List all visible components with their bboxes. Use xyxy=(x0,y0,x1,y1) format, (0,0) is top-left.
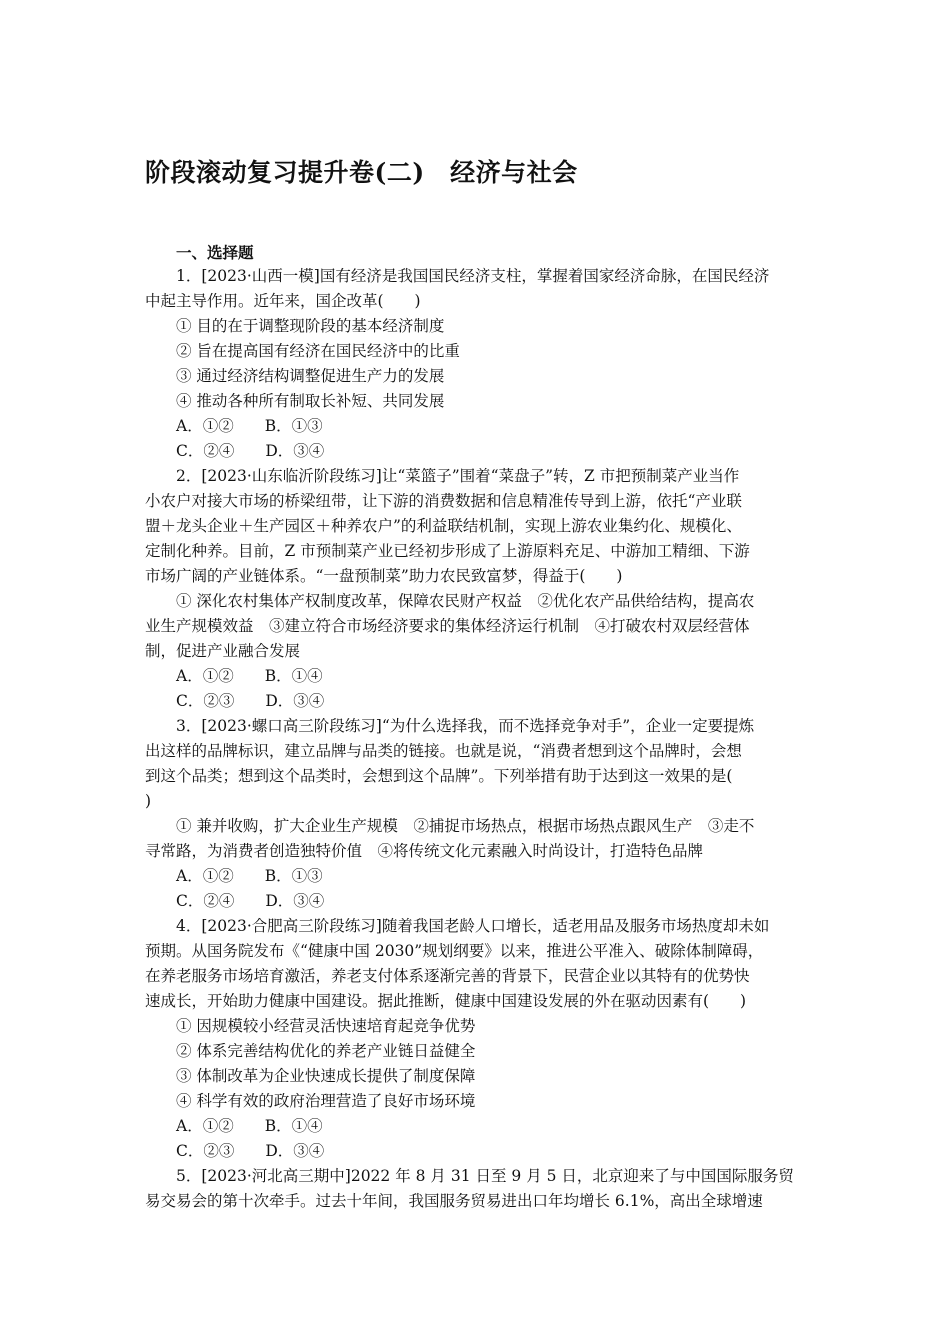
section-heading: 一、选择题 xyxy=(176,243,254,262)
q4-statement-3: ③ 体制改革为企业快速成长提供了制度保障 xyxy=(176,1067,476,1085)
q4-stem-line-1: 4．[2023·合肥高三阶段练习]随着我国老龄人口增长，适老用品及服务市场热度却未如 xyxy=(176,917,770,935)
q3-statements-line-2: 寻常路，为消费者创造独特价值 ④将传统文化元素融入时尚设计，打造特色品牌 xyxy=(145,842,704,860)
page-title: 阶段滚动复习提升卷(二) 经济与社会 xyxy=(145,158,578,187)
q2-stem-line-2: 小农户对接大市场的桥梁纽带，让下游的消费数据和信息精准传导到上游，依托“产业联 xyxy=(145,492,742,510)
q2-stem-line-1: 2．[2023·山东临沂阶段练习]让“菜篮子”围着“菜盘子”转，Z 市把预制菜产业当作 xyxy=(176,467,740,485)
q3-stem-line-1: 3．[2023·螺口高三阶段练习]“为什么选择我，而不选择竞争对手”，企业一定要提炼 xyxy=(176,717,755,735)
q4-options-ab: A．①② B．①④ xyxy=(176,1117,323,1135)
q4-statement-1: ① 因规模较小经营灵活快速培育起竞争优势 xyxy=(176,1017,476,1035)
q3-stem-line-4: ) xyxy=(145,792,152,810)
q2-statements-line-3: 制，促进产业融合发展 xyxy=(145,642,301,660)
q4-statement-4: ④ 科学有效的政府治理营造了良好市场环境 xyxy=(176,1092,476,1110)
q1-statement-4: ④ 推动各种所有制取长补短、共同发展 xyxy=(176,392,445,410)
q5-stem-line-1: 5．[2023·河北高三期中]2022 年 8 月 31 日至 9 月 5 日，北京迎来了与中国国际服务贸 xyxy=(176,1167,794,1185)
q4-stem-line-4: 速成长，开始助力健康中国建设。据此推断，健康中国建设发展的外在驱动因素有( ) xyxy=(145,992,747,1010)
q2-stem-line-5: 市场广阔的产业链体系。“一盘预制菜”助力农民致富梦，得益于( ) xyxy=(145,567,623,585)
q3-stem-line-3: 到这个品类；想到这个品类时，会想到这个品牌”。下列举措有助于达到这一效果的是( xyxy=(145,767,733,785)
q1-statement-1: ① 目的在于调整现阶段的基本经济制度 xyxy=(176,317,445,335)
q4-stem-line-2: 预期。从国务院发布《“健康中国 2030”规划纲要》以来，推进公平准入、破除体制障碍， xyxy=(145,942,764,960)
q2-stem-line-3: 盟＋龙头企业＋生产园区＋种养农户”的利益联结机制，实现上游农业集约化、规模化、 xyxy=(145,517,742,535)
q3-options-cd: C．②④ D．③④ xyxy=(176,892,325,910)
q1-stem-line-1: 1．[2023·山西一模]国有经济是我国国民经济支柱，掌握着国家经济命脉，在国民经济 xyxy=(176,267,770,285)
q1-options-cd: C．②④ D．③④ xyxy=(176,442,325,460)
q4-stem-line-3: 在养老服务市场培育激活，养老支付体系逐渐完善的背景下，民营企业以其特有的优势快 xyxy=(145,967,750,985)
q2-statements-line-1: ① 深化农村集体产权制度改革，保障农民财产权益 ②优化农产品供给结构，提高农 xyxy=(176,592,755,610)
q2-statements-line-2: 业生产规模效益 ③建立符合市场经济要求的集体经济运行机制 ④打破农村双层经营体 xyxy=(145,617,750,635)
q4-statement-2: ② 体系完善结构优化的养老产业链日益健全 xyxy=(176,1042,476,1060)
q1-statement-2: ② 旨在提高国有经济在国民经济中的比重 xyxy=(176,342,460,360)
q3-options-ab: A．①② B．①③ xyxy=(176,867,323,885)
q2-options-cd: C．②③ D．③④ xyxy=(176,692,325,710)
q3-stem-line-2: 出这样的品牌标识，建立品牌与品类的链接。也就是说，“消费者想到这个品牌时，会想 xyxy=(145,742,742,760)
q1-stem-line-2: 中起主导作用。近年来，国企改革( ) xyxy=(145,292,421,310)
q3-statements-line-1: ① 兼并收购，扩大企业生产规模 ②捕捉市场热点，根据市场热点跟风生产 ③走不 xyxy=(176,817,755,835)
q1-options-ab: A．①② B．①③ xyxy=(176,417,323,435)
q2-options-ab: A．①② B．①④ xyxy=(176,667,323,685)
q1-statement-3: ③ 通过经济结构调整促进生产力的发展 xyxy=(176,367,445,385)
q4-options-cd: C．②③ D．③④ xyxy=(176,1142,325,1160)
q5-stem-line-2: 易交易会的第十次牵手。过去十年间，我国服务贸易进出口年均增长 6.1%，高出全球增速 xyxy=(145,1192,763,1210)
q2-stem-line-4: 定制化种养。目前，Z 市预制菜产业已经初步形成了上游原料充足、中游加工精细、下游 xyxy=(145,542,750,560)
